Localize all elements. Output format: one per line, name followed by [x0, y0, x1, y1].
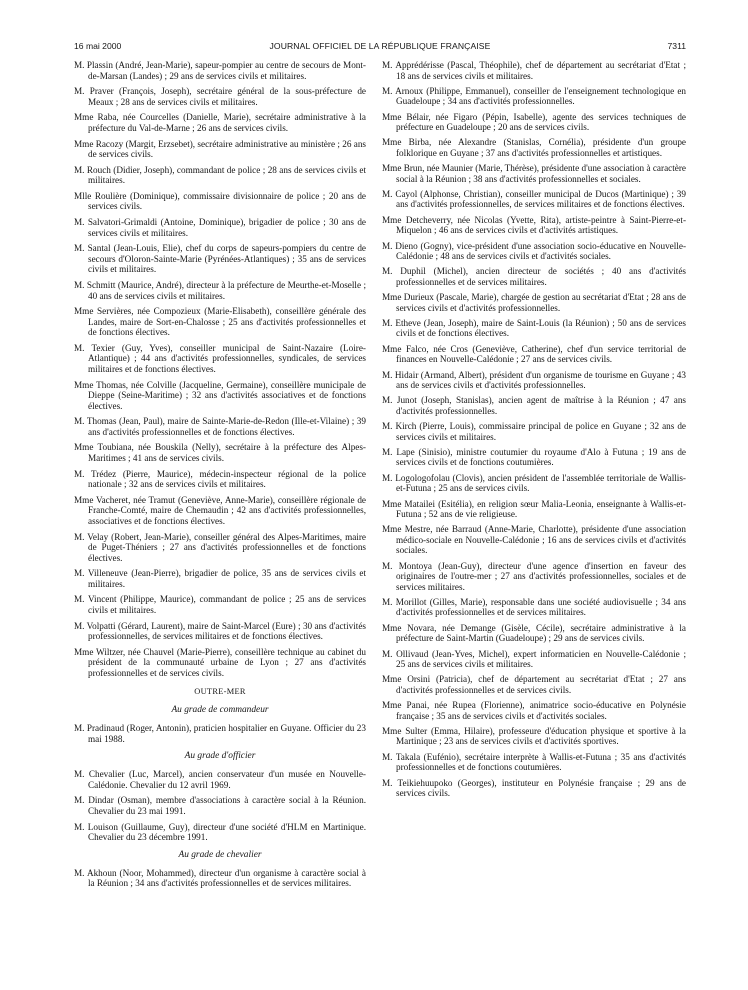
nomination-entry: M. Cayol (Alphonse, Christian), conseiller municipal de Ducos (Martinique) ; 39 ans d'activités professionnelles, de services militaires et de fonctions électives. [382, 188, 686, 210]
nomination-entry: M. Takala (Eufénio), secrétaire interprète à Wallis-et-Futuna ; 35 ans d'activités professionnelles et de fonctions coutumières. [382, 751, 686, 773]
right-column [382, 60, 686, 803]
nomination-entry: M. Louison (Guillaume, Guy), directeur d'une société d'HLM en Martinique. Chevalier du 23 décembre 1991. [74, 821, 366, 843]
nomination-entry: Mme Detcheverry, née Nicolas (Yvette, Rita), artiste-peintre à Saint-Pierre-et-Miquelon ; 46 ans de services civils et d'activités artistiques. [382, 214, 686, 236]
nomination-entry: Mme Servières, née Compozieux (Marie-Elisabeth), conseillère générale des Landes, maire de Sort-en-Chalosse ; 25 ans d'activités professionnelles et de fonctions électives. [74, 306, 366, 338]
nomination-entry: Mme Thomas, née Colville (Jacqueline, Germaine), conseillère municipale de Dieppe (Seine-Maritime) ; 32 ans d'activités associatives et de fonctions électives. [74, 379, 366, 411]
nomination-entry: M. Duphil (Michel), ancien directeur de sociétés ; 40 ans d'activités professionnelles et de services militaires. [382, 266, 686, 287]
nomination-entry: M. Ollivaud (Jean-Yves, Michel), expert informaticien en Nouvelle-Calédonie ; 25 ans de services civils et militaires. [382, 648, 686, 670]
nomination-entry: M. Texier (Guy, Yves), conseiller municipal de Saint-Nazaire (Loire-Atlantique) ; 44 ans d'activités professionnelles, syndicales, de services militaires et de fonctions électives. [74, 342, 366, 374]
nomination-entry: M. Praver (François, Joseph), secrétaire général de la sous-préfecture de Meaux ; 28 ans de services civils et militaires. [74, 86, 366, 107]
nomination-entry: M. Hidair (Armand, Albert), président d'un organisme de tourisme en Guyane ; 43 ans de services civils et d'activités professionnelles. [382, 369, 686, 391]
nomination-entry: Mme Panai, née Rupea (Florienne), animatrice socio-éducative en Polynésie française ; 35 ans de services civils et d'activités sociales. [382, 700, 686, 721]
nomination-entry: M. Lape (Sinisio), ministre coutumier du royaume d'Alo à Futuna ; 19 ans de services civils et de fonctions coutumières. [382, 446, 686, 468]
nomination-entry: M. Rouch (Didier, Joseph), commandant de police ; 28 ans de services civils et militaires. [74, 164, 366, 186]
nomination-entry: M. Santal (Jean-Louis, Elie), chef du corps de sapeurs-pompiers du centre de secours d'Oloron-Sainte-Marie (Pyrénées-Atlantiques) ; 35 ans de services civils et militaires. [74, 243, 366, 275]
grade-heading-chevalier: Au grade de chevalier [178, 849, 262, 860]
nomination-entry: M. Pradinaud (Roger, Antonin), praticien hospitalier en Guyane. Officier du 23 mai 1988. [74, 723, 366, 744]
nomination-entry: Mme Falco, née Cros (Geneviève, Catherine), chef d'un service territorial de finances en Nouvelle-Calédonie ; 27 ans de services civils. [382, 343, 686, 365]
nomination-entry: M. Etheve (Jean, Joseph), maire de Saint-Louis (la Réunion) ; 50 ans de services civils et de fonctions électives. [382, 317, 686, 339]
nomination-entry: Mme Orsini (Patricia), chef de département au secrétariat d'Etat ; 27 ans d'activités professionnelles et de services civils. [382, 674, 686, 695]
grade-heading-commandeur: Au grade de commandeur [171, 705, 269, 716]
nomination-entry: M. Vincent (Philippe, Maurice), commandant de police ; 25 ans de services civils et militaires. [74, 594, 366, 615]
left-column [74, 60, 366, 894]
nomination-entry: M. Morillot (Gilles, Marie), responsable dans une société audiovisuelle ; 34 ans d'activités professionnelles et de services militaires. [382, 596, 686, 618]
nomination-entry: Mme Mestre, née Barraud (Anne-Marie, Charlotte), présidente d'une association médico-sociale en Nouvelle-Calédonie ; 16 ans de services civils et d'activités sociales. [382, 524, 686, 556]
nomination-entry: M. Plassin (André, Jean-Marie), sapeur-pompier au centre de secours de Mont-de-Marsan (Landes) ; 29 ans de services civils et militaires. [74, 60, 366, 81]
nomination-entry: M. Villeneuve (Jean-Pierre), brigadier de police, 35 ans de services civils et militaires. [74, 568, 366, 589]
nomination-entry: Mme Birba, née Alexandre (Stanislas, Cornélia), présidente d'un groupe folklorique en Guyane ; 37 ans d'activités professionnelles et artistiques. [382, 137, 686, 158]
nomination-entry: M. Chevalier (Luc, Marcel), ancien conservateur d'un musée en Nouvelle-Calédonie. Chevalier du 12 avril 1969. [74, 769, 366, 790]
nomination-entry: Mme Sulter (Emma, Hilaire), professeure d'éducation physique et sportive à la Martinique ; 23 ans de services civils et d'activités sportives. [382, 725, 686, 747]
nomination-entry: M. Schmitt (Maurice, André), directeur à la préfecture de Meurthe-et-Moselle ; 40 ans de services civils et militaires. [74, 280, 366, 301]
nomination-entry: Mlle Roulière (Dominique), commissaire divisionnaire de police ; 20 ans de services civils. [74, 190, 366, 212]
page-header [74, 41, 686, 55]
nomination-entry: M. Dindar (Osman), membre d'associations à caractère social à la Réunion. Chevalier du 23 mai 1991. [74, 795, 366, 816]
nomination-entry: M. Salvatori-Grimaldi (Antoine, Dominique), brigadier de police ; 30 ans de services civils et militaires. [74, 217, 366, 238]
header-date: 16 mai 2000 [74, 41, 122, 51]
header-page-number: 7311 [667, 41, 686, 51]
nomination-entry: M. Apprédérisse (Pascal, Théophile), chef de département au secrétariat d'Etat ; 18 ans de services civils et militaires. [382, 60, 686, 81]
nomination-entry: Mme Novara, née Demange (Gisèle, Cécile), secrétaire administrative à la préfecture de Saint-Martin (Guadeloupe) ; 29 ans de services civils. [382, 622, 686, 644]
nomination-entry: Mme Brun, née Maunier (Marie, Thérèse), présidente d'une association à caractère social à la Réunion ; 38 ans d'activités professionnelles et sociales. [382, 163, 686, 184]
nomination-entry: Mme Raba, née Courcelles (Danielle, Marie), secrétaire administrative à la préfecture du Val-de-Marne ; 26 ans de services civils. [74, 112, 366, 133]
nomination-entry: M. Arnoux (Philippe, Emmanuel), conseiller de l'enseignement technologique en Guadeloupe ; 34 ans d'activités professionnelles. [382, 85, 686, 107]
nomination-entry: M. Logologofolau (Clovis), ancien président de l'assemblée territoriale de Wallis-et-Futuna ; 25 ans de services civils. [382, 472, 686, 494]
nomination-entry: Mme Wiltzer, née Chauvel (Marie-Pierre), conseillère technique au cabinet du président de la communauté urbaine de Lyon ; 27 ans d'activités professionnelles et de services civils. [74, 646, 366, 678]
nomination-entry: Mme Racozy (Margit, Erzsebet), secrétaire administrative au ministère ; 26 ans de services civils. [74, 138, 366, 160]
nomination-entry: M. Velay (Robert, Jean-Marie), conseiller général des Alpes-Maritimes, maire de Puget-Théniers ; 27 ans d'activités professionnelles et de fonctions électives. [74, 531, 366, 563]
nomination-entry: M. Akhoun (Noor, Mohammed), directeur d'un organisme à caractère social à la Réunion ; 34 ans d'activités professionnelles et de services militaires. [74, 867, 366, 889]
nomination-entry: M. Teikiehuupoko (Georges), instituteur en Polynésie française ; 29 ans de services civils. [382, 777, 686, 799]
nomination-entry: Mme Toubiana, née Bouskila (Nelly), secrétaire à la préfecture des Alpes-Maritimes ; 41 ans de services civils. [74, 442, 366, 463]
nomination-entry: M. Volpatti (Gérard, Laurent), maire de Saint-Marcel (Eure) ; 30 ans d'activités professionnelles, de services militaires et de fonctions électives. [74, 620, 366, 642]
section-title-outre-mer: OUTRE-MER [194, 687, 246, 697]
nomination-entry: M. Thomas (Jean, Paul), maire de Sainte-Marie-de-Redon (Ille-et-Vilaine) ; 39 ans d'activités professionnelles et de fonctions électives. [74, 416, 366, 437]
nomination-entry: Mme Matailei (Esitélia), en religion sœur Malia-Leonia, enseignante à Wallis-et-Futuna ; 52 ans de vie religieuse. [382, 498, 686, 520]
nomination-entry: Mme Vacheret, née Tramut (Geneviève, Anne-Marie), conseillère régionale de Franche-Comté, maire de Chemaudin ; 42 ans d'activités professionnelles, associatives et de fonctions électives. [74, 494, 366, 526]
nomination-entry: M. Trédez (Pierre, Maurice), médecin-inspecteur régional de la police nationale ; 32 ans de services civils et militaires. [74, 468, 366, 490]
nomination-entry: M. Junot (Joseph, Stanislas), ancien agent de maîtrise à la Réunion ; 47 ans d'activités professionnelles. [382, 395, 686, 416]
nomination-entry: Mme Bélair, née Figaro (Pépin, Isabelle), agente des services techniques de préfecture en Guadeloupe ; 20 ans de services civils. [382, 111, 686, 133]
nomination-entry: Mme Durieux (Pascale, Marie), chargée de gestion au secrétariat d'Etat ; 28 ans de services civils et d'activités professionnelles. [382, 292, 686, 313]
nomination-entry: M. Dieno (Gogny), vice-président d'une association socio-éducative en Nouvelle-Calédonie ; 48 ans de services civils et d'activités sociales. [382, 240, 686, 262]
nomination-entry: M. Kirch (Pierre, Louis), commissaire principal de police en Guyane ; 32 ans de services civils et militaires. [382, 421, 686, 442]
nomination-entry: M. Montoya (Jean-Guy), directeur d'une agence d'insertion en faveur des originaires de l'outre-mer ; 27 ans d'activités professionnelles, sociales et de services militaires. [382, 560, 686, 592]
grade-heading-officier: Au grade d'officier [184, 751, 256, 762]
header-title: JOURNAL OFFICIEL DE LA RÉPUBLIQUE FRANÇAISE [269, 41, 491, 51]
